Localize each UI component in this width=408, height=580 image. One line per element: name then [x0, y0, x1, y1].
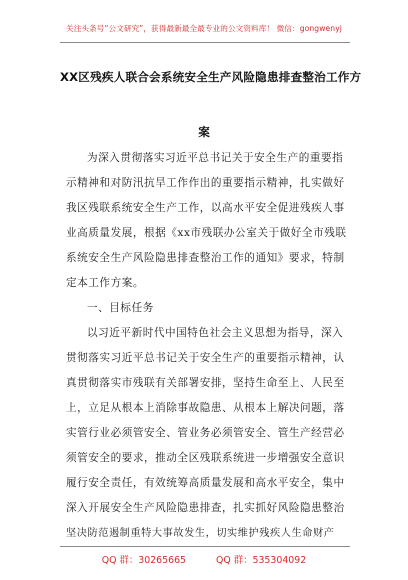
document-title: XX区残疾人联合会系统安全生产风险隐患排查整治工作方 [60, 70, 362, 84]
body-line: 示精神和对防汛抗旱工作作出的重要指示精神，扎实做好 [66, 177, 345, 189]
body-line: 实管行业必须管安全、管业务必须管安全、管生产经营必 [66, 427, 345, 439]
body-line: 定本工作方案。 [66, 277, 145, 289]
body-line: 为深入贯彻落实习近平总书记关于安全生产的重要指 [87, 152, 344, 164]
body-line: 系统安全生产风险隐患排查整治工作的通知》要求，特制 [66, 252, 345, 264]
body-line: 业高质量发展，根据《xx市残联办公室关于做好全市残联 [66, 227, 347, 239]
footer-qq-group-2: QQ 群：535304092 [216, 555, 307, 566]
body-line: 履行安全责任，有效统筹高质量发展和高水平安全，集中 [66, 477, 345, 489]
document-title-continued: 案 [198, 125, 210, 139]
body-line: 上，立足从根本上消除事故隐患、从根本上解决问题，落 [66, 402, 345, 414]
body-line: 须管安全的要求，推动全区残联系统进一步增强安全意识 [66, 452, 345, 464]
body-line: 真贯彻落实市残联有关部署安排，坚持生命至上、人民至 [66, 377, 345, 389]
body-line: 贯彻落实习近平总书记关于安全生产的重要指示精神，认 [66, 352, 345, 364]
section-heading: 一、目标任务 [87, 302, 154, 314]
body-line: 坚决防范遏制重特大事故发生，切实维护残疾人生命财产 [66, 528, 335, 539]
footer-divider [60, 546, 350, 547]
header-divider [60, 42, 350, 43]
body-line: 以习近平新时代中国特色社会主义思想为指导，深入 [87, 327, 344, 339]
body-line: 深入开展安全生产风险隐患排查，扎实抓好风险隐患整治 [66, 502, 345, 514]
body-line: 我区残联系统安全生产工作，以高水平安全促进残疾人事 [66, 202, 345, 214]
footer-qq-group-1: QQ 群：30265665 [101, 555, 187, 566]
header-banner: 关注头条号“公文研究”，获得最新最全最专业的公文资料库！ 微信：gongwenyj [66, 24, 342, 33]
footer [0, 552, 408, 566]
